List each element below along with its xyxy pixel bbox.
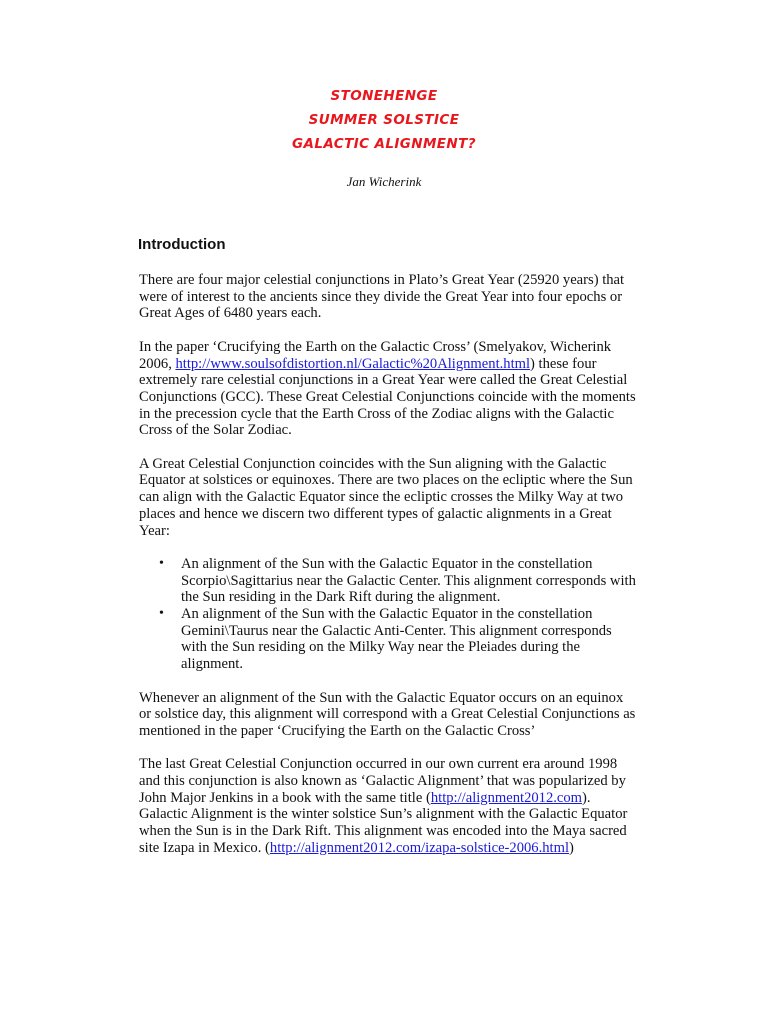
title-line-1: STONEHENGE (330, 88, 438, 104)
paragraph-2 (139, 339, 639, 439)
paragraph-5-text-c: ) (569, 839, 574, 856)
author-name: Jan Wicherink (346, 174, 422, 189)
alignment2012-link[interactable]: http://alignment2012.com (430, 789, 583, 806)
paragraph-5-text-b: ). Galactic Alignment is the winter solstice Sun’s alignment with the Galactic Equator when the Sun is in the Dark Rift. This alignment was encoded into the Maya sacred site Izapa in Mexico. ( (139, 789, 628, 856)
bullet-icon: • (159, 606, 164, 622)
body-text (139, 272, 639, 857)
paragraph-4: Whenever an alignment of the Sun with the Galactic Equator occurs on an equinox or solstice day, this alignment will correspond with a Great Celestial Conjunctions as mentioned in the paper ‘Crucifying the Earth on the Galactic Cross’ (139, 689, 636, 739)
list-item (139, 606, 639, 673)
paragraph-2-text-a: In the paper ‘Crucifying the Earth on the Galactic Cross’ (Smelyakov, Wicherink 2006, (139, 338, 612, 372)
title-line-3: GALACTIC ALIGNMENT? (292, 136, 476, 152)
alignment-bullet-list (139, 556, 639, 673)
section-heading-introduction: Introduction (138, 236, 226, 253)
list-item-text: An alignment of the Sun with the Galactic Equator in the constellation Scorpio\Sagittarius near the Galactic Center. This alignment corresponds with the Sun residing in the Dark Rift during the alignment. (181, 555, 636, 606)
paragraph-3: A Great Celestial Conjunction coincides with the Sun aligning with the Galactic Equator at solstices or equinoxes. There are two places on the ecliptic where the Sun can align with the Galactic Equator since the ecliptic crosses the Milky Way at two places and hence we discern two different types of galactic alignments in a Great Year: (139, 455, 633, 539)
list-item-text: An alignment of the Sun with the Galactic Equator in the constellation Gemini\Taurus near the Galactic Anti-Center. This alignment corresponds with the Sun residing on the Milky Way near the Pleiades during the alignment. (181, 606, 612, 673)
document-title (0, 84, 768, 156)
paragraph-5-text-a: The last Great Celestial Conjunction occurred in our own current era around 1998 and this conjunction is also known as ‘Galactic Alignment’ that was popularized by John Major Jenkins in a book with the same title ( (139, 756, 626, 806)
izapa-solstice-link[interactable]: http://alignment2012.com/izapa-solstice-2006.html (269, 839, 570, 856)
souls-of-distortion-link[interactable]: http://www.soulsofdistortion.nl/Galactic%20Alignment.html (175, 355, 531, 372)
bullet-icon: • (159, 555, 164, 571)
paragraph-1: There are four major celestial conjunctions in Plato’s Great Year (25920 years) that were of interest to the ancients since they divide the Great Year into four epochs or Great Ages of 6480 years each. (139, 272, 625, 322)
paragraph-5 (139, 756, 639, 856)
list-item (139, 556, 639, 606)
paragraph-2-text-b: ) these four extremely rare celestial conjunctions in a Great Year were called the Great Celestial Conjunctions (GCC). These Great Celestial Conjunctions coincide with the moments in the precession cycle that the Earth Cross of the Zodiac aligns with the Galactic Cross of the Solar Zodiac. (139, 355, 636, 439)
title-line-2: SUMMER SOLSTICE (308, 112, 460, 128)
